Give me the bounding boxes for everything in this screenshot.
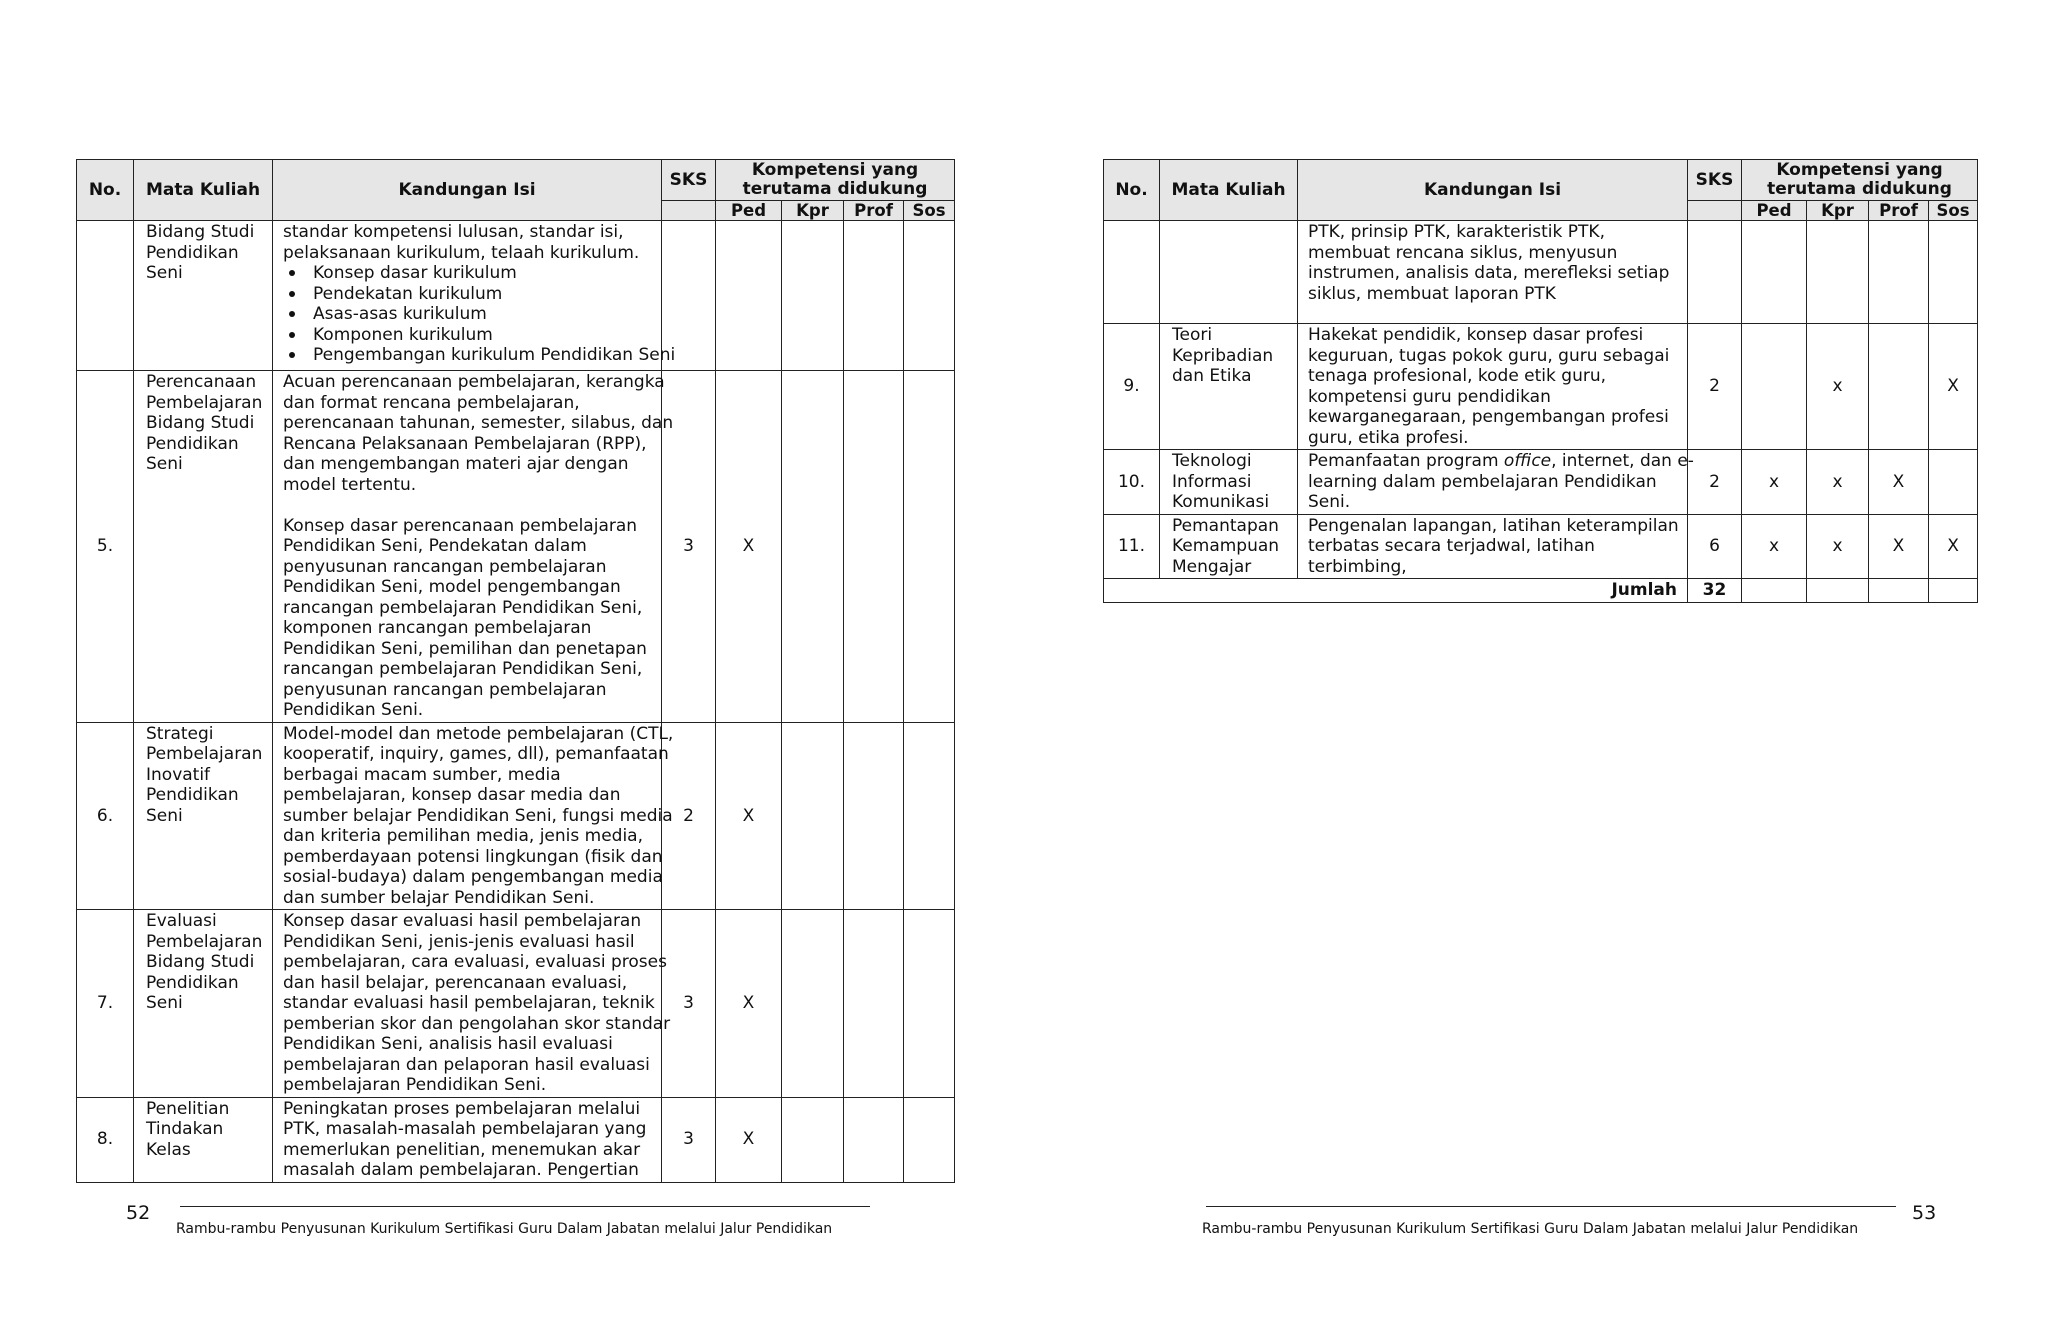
- kpr-cell: [1807, 221, 1869, 324]
- sos-cell: [904, 221, 955, 371]
- ped-cell: x: [1742, 514, 1807, 579]
- header-sks-sub: [1688, 201, 1742, 221]
- footer-text: Rambu-rambu Penyusunan Kurikulum Sertifikasi Guru Dalam Jabatan melalui Jalur Pendidikan: [176, 1221, 833, 1237]
- sos-cell: [904, 910, 955, 1098]
- page-number: 53: [1912, 1202, 1937, 1224]
- kpr-cell: [782, 371, 844, 723]
- mata-kuliah-cell: Strategi Pembelajaran Inovatif Pendidikan Seni: [134, 722, 273, 910]
- mata-kuliah-cell: Teknologi Informasi Komunikasi: [1160, 450, 1298, 515]
- kpr-cell: [782, 1097, 844, 1182]
- header-kandungan-isi: Kandungan Isi: [273, 160, 662, 221]
- sos-cell: [904, 1097, 955, 1182]
- ped-cell: X: [716, 1097, 782, 1182]
- sks-cell: 2: [662, 722, 716, 910]
- ped-cell: X: [716, 371, 782, 723]
- ped-cell: [1742, 324, 1807, 450]
- kandungan-isi-cell: Model-model dan metode pembelajaran (CTL, kooperatif, inquiry, games, dll), pemanfaatan berbagai macam sumber, media pembelajaran, konsep dasar media dan sumber belajar Pendidikan Seni, fungsi media dan kriteria pemilihan media, jenis media, pemberdayaan potensi lingkungan (fisik dan sosial-budaya) dalam pengembangan media dan sumber belajar Pendidikan Seni.: [273, 722, 662, 910]
- sks-cell: 2: [1688, 324, 1742, 450]
- header-prof: Prof: [844, 201, 904, 221]
- mata-kuliah-cell: [1160, 221, 1298, 324]
- header-mata-kuliah: Mata Kuliah: [134, 160, 273, 221]
- jumlah-row: [1104, 579, 1978, 603]
- list-item: Pendekatan kurikulum: [283, 284, 657, 305]
- prof-cell: [844, 722, 904, 910]
- bullet-list: [283, 263, 676, 366]
- header-kandungan-isi: Kandungan Isi: [1298, 160, 1688, 221]
- kandungan-isi-cell: Hakekat pendidik, konsep dasar profesi keguruan, tugas pokok guru, guru sebagai tenaga profesional, kode etik guru, kompetensi guru pendidikan kewarganegaraan, pengembangan profesi guru, etika profesi.: [1298, 324, 1688, 450]
- jumlah-label: Jumlah: [1104, 579, 1688, 603]
- header-kpr: Kpr: [1807, 201, 1869, 221]
- footer-divider: [1206, 1206, 1896, 1207]
- kpr-cell: [782, 221, 844, 371]
- row-no: 5.: [77, 371, 134, 723]
- sks-cell: 3: [662, 371, 716, 723]
- kandungan-isi-cell: Pengenalan lapangan, latihan keterampilan terbatas secara terjadwal, latihan terbimbing,: [1298, 514, 1688, 579]
- kandungan-isi-cell: Acuan perencanaan pembelajaran, kerangka dan format rencana pembelajaran, perencanaan tahunan, semester, silabus, dan Rencana Pelaksanaan Pembelajaran (RPP), dan mengembangan materi ajar dengan model tertentu. Konsep dasar perencanaan pembelajaran Pendidikan Seni, Pendekatan dalam penyusunan rancangan pembelajaran Pendidikan Seni, model pengembangan rancangan pembelajaran Pendidikan Seni, komponen rancangan pembelajaran Pendidikan Seni, pemilihan dan penetapan rancangan pembelajaran Pendidikan Seni, penyusunan rancangan pembelajaran Pendidikan Seni.: [273, 371, 662, 723]
- mata-kuliah-cell: Pemantapan Kemampuan Mengajar: [1160, 514, 1298, 579]
- footer-divider: [180, 1206, 870, 1207]
- sos-cell: X: [1929, 324, 1978, 450]
- sos-cell: X: [1929, 514, 1978, 579]
- sos-cell: [904, 722, 955, 910]
- jumlah-value: 32: [1688, 579, 1742, 603]
- mata-kuliah-cell: Penelitian Tindakan Kelas: [134, 1097, 273, 1182]
- prof-cell: [844, 910, 904, 1098]
- ped-cell: [1742, 221, 1807, 324]
- prof-cell: [844, 221, 904, 371]
- prof-cell: X: [1869, 514, 1929, 579]
- header-sks: SKS: [662, 160, 716, 201]
- kandungan-isi-cell: PTK, prinsip PTK, karakteristik PTK, membuat rencana siklus, menyusun instrumen, analisis data, merefleksi setiap siklus, membuat laporan PTK: [1298, 221, 1688, 324]
- ped-cell: x: [1742, 450, 1807, 515]
- table-row: [77, 371, 955, 723]
- list-item: Komponen kurikulum: [283, 325, 657, 346]
- curriculum-table-left: [76, 159, 955, 1183]
- kpr-cell: x: [1807, 514, 1869, 579]
- list-item: Pengembangan kurikulum Pendidikan Seni: [283, 345, 657, 366]
- curriculum-table-right: [1103, 159, 1978, 603]
- prof-cell: [1869, 579, 1929, 603]
- header-mata-kuliah: Mata Kuliah: [1160, 160, 1298, 221]
- row-no: [1104, 221, 1160, 324]
- row-no: 6.: [77, 722, 134, 910]
- header-prof: Prof: [1869, 201, 1929, 221]
- table-row: [77, 1097, 955, 1182]
- kpr-cell: [782, 722, 844, 910]
- mata-kuliah-cell: Evaluasi Pembelajaran Bidang Studi Pendidikan Seni: [134, 910, 273, 1098]
- mata-kuliah-cell: Teori Kepribadian dan Etika: [1160, 324, 1298, 450]
- header-ped: Ped: [716, 201, 782, 221]
- table-row: [1104, 221, 1978, 324]
- table-row: [77, 910, 955, 1098]
- prof-cell: X: [1869, 450, 1929, 515]
- sos-cell: [1929, 221, 1978, 324]
- row-no: 9.: [1104, 324, 1160, 450]
- kandungan-isi-cell: Konsep dasar evaluasi hasil pembelajaran Pendidikan Seni, jenis-jenis evaluasi hasil pembelajaran, cara evaluasi, evaluasi proses dan hasil belajar, perencanaan evaluasi, standar evaluasi hasil pembelajaran, teknik pemberian skor dan pengolahan skor standar Pendidikan Seni, analisis hasil evaluasi pembelajaran dan pelaporan hasil evaluasi pembelajaran Pendidikan Seni.: [273, 910, 662, 1098]
- header-kompetensi: Kompetensi yang terutama didukung: [1742, 160, 1978, 201]
- ped-cell: [1742, 579, 1807, 603]
- header-ped: Ped: [1742, 201, 1807, 221]
- sks-cell: 3: [662, 910, 716, 1098]
- kpr-cell: x: [1807, 324, 1869, 450]
- ped-cell: X: [716, 910, 782, 1098]
- sos-cell: [1929, 579, 1978, 603]
- row-no: 7.: [77, 910, 134, 1098]
- header-sks: SKS: [1688, 160, 1742, 201]
- kandungan-isi-cell: Peningkatan proses pembelajaran melalui PTK, masalah-masalah pembelajaran yang memerlukan penelitian, menemukan akar masalah dalam pembelajaran. Pengertian: [273, 1097, 662, 1182]
- sks-cell: 3: [662, 1097, 716, 1182]
- page-number: 52: [126, 1202, 151, 1224]
- sos-cell: [1929, 450, 1978, 515]
- table-row: [1104, 324, 1978, 450]
- row-no: 8.: [77, 1097, 134, 1182]
- list-item: Konsep dasar kurikulum: [283, 263, 657, 284]
- header-sos: Sos: [904, 201, 955, 221]
- kandungan-isi-cell: standar kompetensi lulusan, standar isi, pelaksanaan kurikulum, telaah kurikulum. Konsep dasar kurikulum Pendekatan kurikulum Asas-asas kurikulum Komponen kurikulum Pengembangan kurikulum Pendidikan Seni: [273, 221, 662, 371]
- prof-cell: [1869, 324, 1929, 450]
- list-item: Asas-asas kurikulum: [283, 304, 657, 325]
- mata-kuliah-cell: Perencanaan Pembelajaran Bidang Studi Pendidikan Seni: [134, 371, 273, 723]
- header-no: No.: [1104, 160, 1160, 221]
- row-no: [77, 221, 134, 371]
- footer-text: Rambu-rambu Penyusunan Kurikulum Sertifikasi Guru Dalam Jabatan melalui Jalur Pendidikan: [1202, 1221, 1859, 1237]
- header-kompetensi: Kompetensi yang terutama didukung: [716, 160, 955, 201]
- prof-cell: [844, 371, 904, 723]
- ped-cell: X: [716, 722, 782, 910]
- kandungan-isi-cell: Pemanfaatan program office, internet, dan e- learning dalam pembelajaran Pendidikan Seni.: [1298, 450, 1688, 515]
- prof-cell: [844, 1097, 904, 1182]
- header-sks-sub: [662, 201, 716, 221]
- sos-cell: [904, 371, 955, 723]
- table-row: [77, 722, 955, 910]
- table-row: [77, 221, 955, 371]
- kpr-cell: [782, 910, 844, 1098]
- header-no: No.: [77, 160, 134, 221]
- sks-cell: [1688, 221, 1742, 324]
- kpr-cell: [1807, 579, 1869, 603]
- table-row: [1104, 514, 1978, 579]
- table-row: [1104, 450, 1978, 515]
- row-no: 10.: [1104, 450, 1160, 515]
- mata-kuliah-cell: Bidang Studi Pendidikan Seni: [134, 221, 273, 371]
- header-sos: Sos: [1929, 201, 1978, 221]
- kpr-cell: x: [1807, 450, 1869, 515]
- sks-cell: 6: [1688, 514, 1742, 579]
- row-no: 11.: [1104, 514, 1160, 579]
- page-53: [1024, 0, 2048, 1339]
- header-kpr: Kpr: [782, 201, 844, 221]
- sks-cell: 2: [1688, 450, 1742, 515]
- prof-cell: [1869, 221, 1929, 324]
- ped-cell: [716, 221, 782, 371]
